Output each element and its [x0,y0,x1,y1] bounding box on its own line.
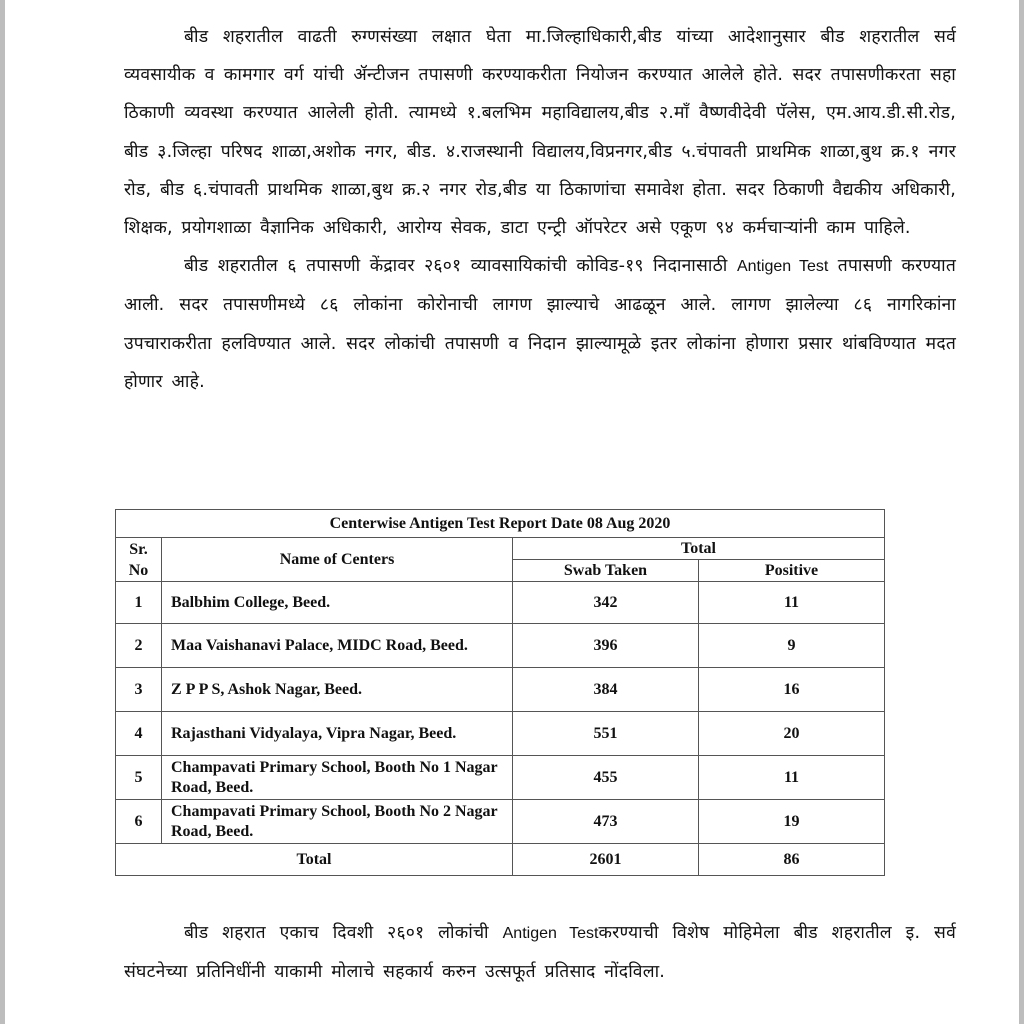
cell-positive: 9 [699,624,885,668]
cell-center-name: Maa Vaishanavi Palace, MIDC Road, Beed. [162,624,513,668]
cell-swab: 473 [513,800,699,844]
results-text-a: बीड शहरातील ६ तपासणी केंद्रावर २६०१ व्यावसायिकांची कोविड-१९ निदानासाठी [184,256,728,277]
closing-section [124,914,956,991]
total-swab: 2601 [513,844,699,876]
results-paragraph [124,247,956,401]
header-total: Total [513,538,885,560]
table-row [116,624,885,668]
header-name-of-centers: Name of Centers [162,538,513,582]
cell-sr: 5 [116,756,162,800]
cell-sr: 1 [116,582,162,624]
page-edge-left [0,0,5,1024]
cell-center-name: Rajasthani Vidyalaya, Vipra Nagar, Beed. [162,712,513,756]
cell-sr: 2 [116,624,162,668]
table-row [116,800,885,844]
cell-sr: 3 [116,668,162,712]
closing-text-a: बीड शहरात एकाच दिवशी २६०१ लोकांची [184,923,489,943]
cell-swab: 384 [513,668,699,712]
results-text-b: तपासणी करण्यात आली. सदर तपासणीमध्ये ८६ लोकांना कोरोनाची लागण झाल्याचे आढळून आले. लागण झालेल्या ८६ नागरिकांना उपचाराकरीता हलविण्यात आले. सदर लोकांची तपासणी व निदान झाल्यामूळे इतर लोकांना होणारा प्रसार थांबविण्यात मदत होणार आहे. [124,256,957,392]
cell-swab: 455 [513,756,699,800]
table-row [116,712,885,756]
cell-positive: 19 [699,800,885,844]
table-title: Centerwise Antigen Test Report Date 08 Aug 2020 [116,510,885,538]
page-edge-right [1019,0,1024,1024]
cell-swab: 551 [513,712,699,756]
closing-antigen-test: Antigen Test [502,925,599,942]
cell-positive: 20 [699,712,885,756]
header-positive: Positive [699,560,885,582]
cell-swab: 342 [513,582,699,624]
header-swab-taken: Swab Taken [513,560,699,582]
cell-positive: 16 [699,668,885,712]
document-body [124,18,956,401]
table-row [116,582,885,624]
cell-sr: 6 [116,800,162,844]
cell-center-name: Champavati Primary School, Booth No 1 Nagar Road, Beed. [162,756,513,800]
table-title-row [116,510,885,538]
cell-sr: 4 [116,712,162,756]
table-row [116,668,885,712]
total-label: Total [116,844,513,876]
total-positive: 86 [699,844,885,876]
cell-center-name: Balbhim College, Beed. [162,582,513,624]
header-sr-no [116,538,162,582]
cell-positive: 11 [699,582,885,624]
cell-swab: 396 [513,624,699,668]
closing-paragraph [124,914,956,991]
cell-positive: 11 [699,756,885,800]
cell-center-name: Z P P S, Ashok Nagar, Beed. [162,668,513,712]
intro-paragraph: बीड शहरातील वाढती रुग्णसंख्या लक्षात घेता मा.जिल्हाधिकारी,बीड यांच्या आदेशानुसार बीड शहरातील सर्व व्यवसायीक व कामगार वर्ग यांची ॲन्टीजन तपासणी करण्याकरीता नियोजन करण्यात आलेले होते. सदर तपासणीकरता सहा ठिकाणी व्यवस्था करण्यात आलेली होती. त्यामध्ये १.बलभिम महाविद्यालय,बीड २.माँ वैष्णवीदेवी पॅलेस, एम.आय.डी.सी.रोड, बीड ३.जिल्हा परिषद शाळा,अशोक नगर, बीड. ४.राजस्थानी विद्यालय,विप्रनगर,बीड ५.चंपावती प्राथमिक शाळा,बुथ क्र.१ नगर रोड, बीड ६.चंपावती प्राथमिक शाळा,बुथ क्र.२ नगर रोड,बीड या ठिकाणांचा समावेश होता. सदर ठिकाणी वैद्यकीय अधिकारी, शिक्षक, प्रयोगशाळा वैज्ञानिक अधिकारी, आरोग्य सेवक, डाटा एन्ट्री ऑपरेटर असे एकूण ९४ कर्मचाऱ्यांनी काम पाहिले. [124,27,956,239]
table-header-row [116,538,885,560]
table-row [116,756,885,800]
results-antigen-test: Antigen Test [736,258,829,276]
antigen-report-table [115,509,885,876]
cell-center-name: Champavati Primary School, Booth No 2 Nagar Road, Beed. [162,800,513,844]
header-sr-no-label: Sr. No [128,540,149,579]
table-total-row [116,844,885,876]
closing-text-b: करण्याची विशेष मोहिमेला बीड शहरातील इ. सर्व संघटनेच्या प्रतिनिधींनी याकामी मोलाचे सहकार्य करुन उत्सफूर्त प्रतिसाद नोंदविला. [124,923,957,983]
